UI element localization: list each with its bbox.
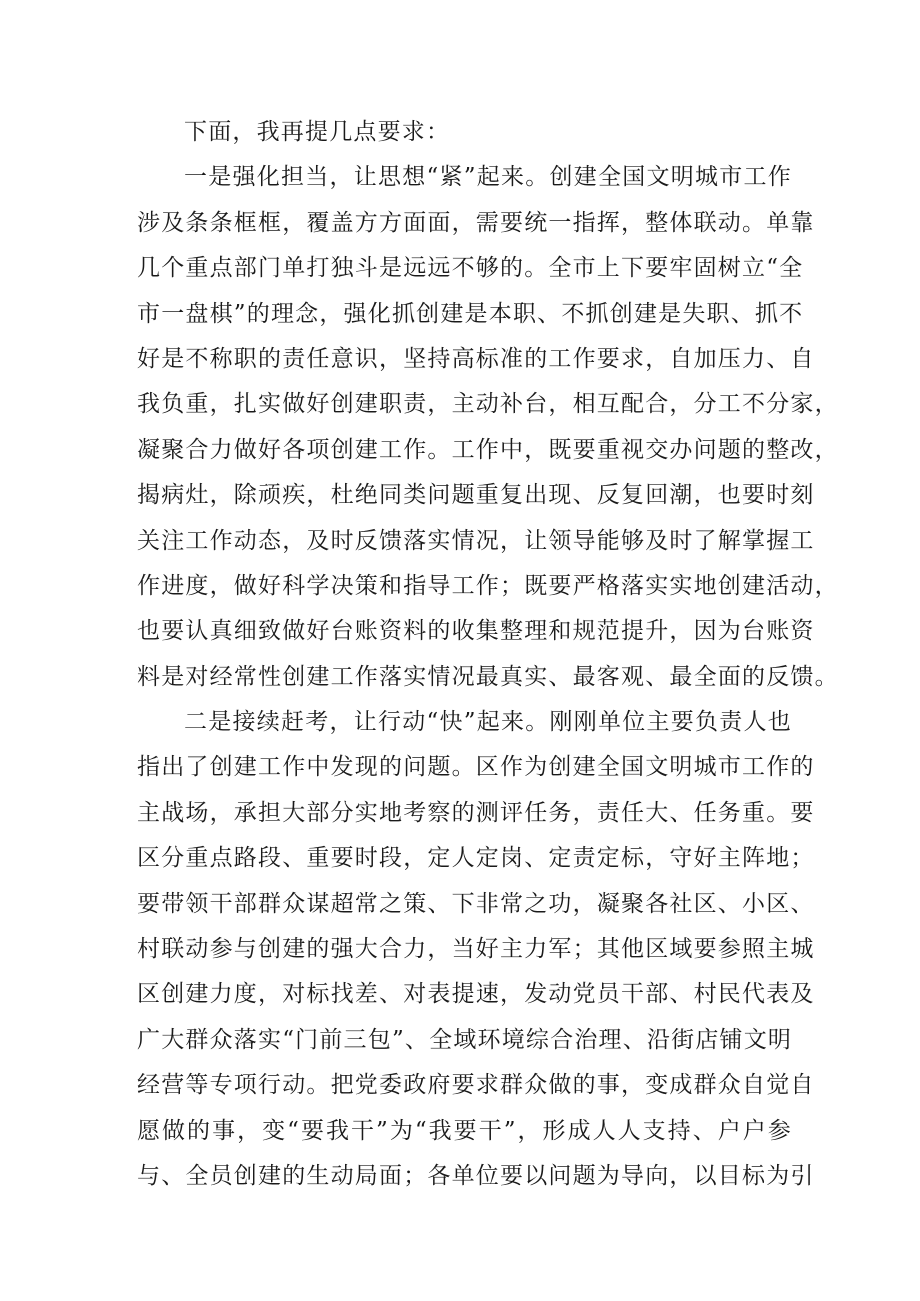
point-one-line: 一是强化担当，让思想“紧”起来。创建全国文明城市工作 — [184, 164, 792, 191]
point-two-line: 指出了创建工作中发现的问题。区作为创建全国文明城市工作的 — [137, 754, 815, 781]
point-two-line: 经营等专项行动。把党委政府要求群众做的事，变成群众自觉自 — [137, 1072, 815, 1099]
point-one-line: 凝聚合力做好各项创建工作。工作中，既要重视交办问题的整改， — [137, 436, 839, 463]
point-two-line: 主战场，承担大部分实地考察的测评任务，责任大、任务重。要 — [137, 799, 815, 826]
point-two-line: 广大群众落实“门前三包”、全域环境综合治理、沿街店铺文明 — [137, 1026, 793, 1053]
point-one-line: 好是不称职的责任意识，坚持高标准的工作要求，自加压力、自 — [137, 345, 815, 372]
point-two-line: 区分重点路段、重要时段，定人定岗、定责定标，守好主阵地； — [137, 845, 815, 872]
point-one-line: 关注工作动态，及时反馈落实情况，让领导能够及时了解掌握工 — [137, 527, 815, 554]
point-one-line: 料是对经常性创建工作落实情况最真实、最客观、最全面的反馈。 — [137, 663, 839, 690]
point-two-line: 愿做的事，变“要我干”为“我要干”，形成人人支持、户户参 — [137, 1117, 792, 1144]
point-one-line: 揭病灶，除顽疾，杜绝同类问题重复出现、反复回潮，也要时刻 — [137, 482, 815, 509]
point-one-line: 几个重点部门单打独斗是远远不够的。全市上下要牢固树立“全 — [137, 255, 804, 282]
point-one-line: 也要认真细致做好台账资料的收集整理和规范提升，因为台账资 — [137, 618, 815, 645]
point-two-line: 与、全员创建的生动局面；各单位要以问题为导向，以目标为引 — [137, 1162, 815, 1189]
document-body — [137, 110, 839, 1199]
point-two-line: 要带领干部群众谋超常之策、下非常之功，凝聚各社区、小区、 — [137, 890, 815, 917]
point-two-line: 村联动参与创建的强大合力，当好主力军；其他区域要参照主城 — [137, 936, 815, 963]
point-one-line: 市一盘棋”的理念，强化抓创建是本职、不抓创建是失职、抓不 — [137, 300, 804, 327]
point-two-line: 二是接续赶考，让行动“快”起来。刚刚单位主要负责人也 — [184, 709, 792, 736]
point-two-line: 区创建力度，对标找差、对表提速，发动党员干部、村民代表及 — [137, 981, 815, 1008]
point-one-line: 涉及条条框框，覆盖方方面面，需要统一指挥，整体联动。单靠 — [137, 209, 815, 236]
point-one-line: 作进度，做好科学决策和指导工作；既要严格落实实地创建活动， — [137, 572, 839, 599]
intro-line: 下面，我再提几点要求： — [184, 119, 451, 145]
point-one-line: 我负重，扎实做好创建职责，主动补台，相互配合，分工不分家， — [137, 391, 839, 418]
